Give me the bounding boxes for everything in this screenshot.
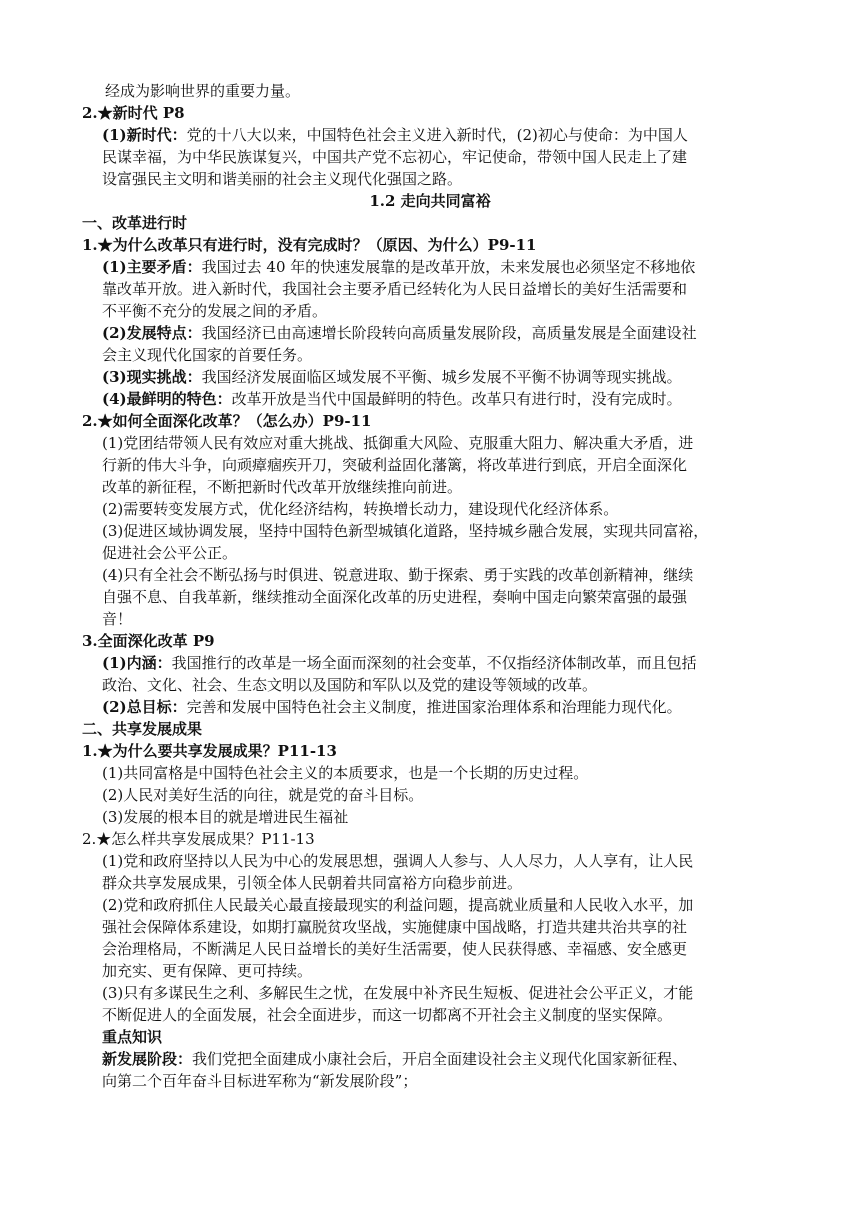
bold-text: 2.★如何全面深化改革？（怎么办）P9-11: [82, 412, 372, 430]
bold-text: (2)发展特点：: [102, 324, 202, 342]
bold-text: (1)主要矛盾：: [102, 258, 202, 276]
body-text: 会治理格局，不断满足人民日益增长的美好生活需要，使人民获得感、幸福感、安全感更: [102, 940, 688, 958]
body-text: (3)促进区域协调发展，坚持中国特色新型城镇化道路，坚持城乡融合发展，实现共同富裕，: [102, 522, 709, 540]
text-line: [102, 960, 312, 982]
body-text: (3)发展的根本目的就是增进民生福祉: [102, 808, 349, 826]
text-line: [102, 300, 327, 322]
text-line: [102, 652, 697, 674]
body-text: 音！: [102, 610, 133, 628]
text-line: [102, 278, 687, 300]
body-text: (3)只有多谋民生之利、多解民生之忧，在发展中补齐民生短板、促进社会公平正义，才能: [102, 984, 694, 1002]
bold-text: 2.★新时代 P8: [82, 104, 185, 122]
text-line: [102, 432, 693, 454]
text-line: [102, 520, 708, 542]
bold-text: (1)内涵：: [102, 654, 172, 672]
body-text: 群众共享发展成果，引领全体人民朝着共同富裕方向稳步前进。: [102, 874, 523, 892]
body-text: 自强不息、自我革新，继续推动全面深化改革的历史进程，奏响中国走向繁荣富强的最强: [102, 588, 688, 606]
body-text: (2)党和政府抓住人民最关心最直接最现实的利益问题，提高就业质量和人民收入水平，加: [102, 896, 694, 914]
text-line: [102, 762, 588, 784]
body-text: (1)共同富格是中国特色社会主义的本质要求，也是一个长期的历史过程。: [102, 764, 589, 782]
text-line: [102, 586, 687, 608]
text-line: [102, 850, 693, 872]
text-line: [102, 1026, 162, 1048]
body-text: 改革的新征程，不断把新时代改革开放继续推向前进。: [102, 478, 463, 496]
text-line: [102, 784, 423, 806]
bold-text: 1.2 走向共同富裕: [369, 192, 491, 210]
body-text: (2)需要转变发展方式，优化经济结构，转换增长动力，建设现代化经济体系。: [102, 500, 619, 518]
text-line: [102, 608, 132, 630]
text-line: [102, 938, 687, 960]
body-text: 会主义现代化国家的首要任务。: [102, 346, 313, 364]
body-text: 不断促进人的全面发展，社会全面进步，而这一切都离不开社会主义制度的坚实保障。: [102, 1006, 673, 1024]
text-line: [102, 1004, 672, 1026]
text-line: [102, 476, 462, 498]
text-line: [102, 388, 682, 410]
text-line: [102, 1070, 417, 1092]
text-line: [82, 102, 185, 124]
text-line: [102, 168, 462, 190]
bold-text: 1.★为什么改革只有进行时，没有完成时？（原因、为什么）P9-11: [82, 236, 537, 254]
bold-text: 1.★为什么要共享发展成果？P11-13: [82, 742, 337, 760]
text-line: [102, 982, 693, 1004]
body-text: 设富强民主文明和谐美丽的社会主义现代化强国之路。: [102, 170, 463, 188]
body-text: 我国推行的改革是一场全面而深刻的社会变革，不仅指经济体制改革，而且包括: [171, 654, 697, 672]
body-text: 政治、文化、社会、生态文明以及国防和军队以及党的建设等领域的改革。: [102, 676, 598, 694]
bold-text: 重点知识: [102, 1028, 163, 1046]
bold-text: (3)现实挑战：: [102, 368, 202, 386]
text-line: [82, 630, 215, 652]
body-text: 完善和发展中国特色社会主义制度，推进国家治理体系和治理能力现代化。: [186, 698, 682, 716]
bold-text: (2)总目标：: [102, 698, 187, 716]
body-text: 改革开放是当代中国最鲜明的特色。改革只有进行时，没有完成时。: [231, 390, 682, 408]
body-text: 不平衡不充分的发展之间的矛盾。: [102, 302, 328, 320]
body-text: (1)党团结带领人民有效应对重大挑战、抵御重大风险、克服重大阻力、解决重大矛盾，进: [102, 434, 694, 452]
text-line: [102, 872, 522, 894]
body-text: 经成为影响世界的重要力量。: [105, 82, 301, 100]
text-line: [102, 498, 618, 520]
text-line: [102, 124, 688, 146]
body-text: (4)只有全社会不断弘扬与时俱进、锐意进取、勤于探索、勇于实践的改革创新精神，继续: [102, 566, 694, 584]
text-line: [102, 564, 693, 586]
text-line: [105, 80, 300, 102]
text-line: [102, 454, 687, 476]
text-line: [82, 828, 315, 850]
text-line: [102, 696, 682, 718]
text-line: [82, 740, 337, 762]
body-text: 向第二个百年奋斗目标进军称为“新发展阶段”；: [102, 1072, 418, 1090]
text-line: [102, 894, 693, 916]
body-text: 我国经济已由高速增长阶段转向高质量发展阶段，高质量发展是全面建设社: [201, 324, 697, 342]
text-line: [82, 234, 536, 256]
body-text: (1)党和政府坚持以人民为中心的发展思想，强调人人参与、人人尽力，人人享有，让人民: [102, 852, 694, 870]
bold-text: 3.全面深化改革 P9: [82, 632, 215, 650]
body-text: 我国过去 40 年的快速发展靠的是改革开放，未来发展也必须坚定不移地依: [201, 258, 696, 276]
body-text: 加充实、更有保障、更可持续。: [102, 962, 313, 980]
text-line: [82, 410, 371, 432]
bold-text: (1)新时代：: [102, 126, 187, 144]
body-text: 我们党把全面建成小康社会后，开启全面建设社会主义现代化国家新征程、: [192, 1050, 688, 1068]
text-line: [102, 322, 697, 344]
bold-text: (4)最鲜明的特色：: [102, 390, 232, 408]
text-line: [102, 1048, 687, 1070]
body-text: 党的十八大以来，中国特色社会主义进入新时代，(2)初心与使命：为中国人: [186, 126, 688, 144]
body-text: (2)人民对美好生活的向往，就是党的奋斗目标。: [102, 786, 424, 804]
text-line: [102, 916, 687, 938]
body-text: 2.★怎么样共享发展成果？P11-13: [82, 830, 315, 848]
text-line: [82, 212, 187, 234]
bold-text: 一、改革进行时: [82, 214, 188, 232]
text-line: [102, 256, 695, 278]
text-line: [102, 146, 687, 168]
bold-text: 二、共享发展成果: [82, 720, 203, 738]
text-line: [102, 542, 237, 564]
text-line: [102, 674, 597, 696]
text-line: [102, 344, 312, 366]
section-title: [0, 190, 860, 212]
body-text: 靠改革开放。进入新时代，我国社会主要矛盾已经转化为人民日益增长的美好生活需要和: [102, 280, 688, 298]
body-text: 强社会保障体系建设，如期打赢脱贫攻坚战，实施健康中国战略，打造共建共治共享的社: [102, 918, 688, 936]
body-text: 行新的伟大斗争，向顽瘴痼疾开刀，突破利益固化藩篱，将改革进行到底，开启全面深化: [102, 456, 688, 474]
text-line: [102, 806, 348, 828]
text-line: [102, 366, 682, 388]
body-text: 民谋幸福，为中华民族谋复兴，中国共产党不忘初心，牢记使命，带领中国人民走上了建: [102, 148, 688, 166]
text-line: [82, 718, 202, 740]
bold-text: 新发展阶段：: [102, 1050, 193, 1068]
body-text: 促进社会公平公正。: [102, 544, 238, 562]
body-text: 我国经济发展面临区域发展不平衡、城乡发展不平衡不协调等现实挑战。: [201, 368, 682, 386]
